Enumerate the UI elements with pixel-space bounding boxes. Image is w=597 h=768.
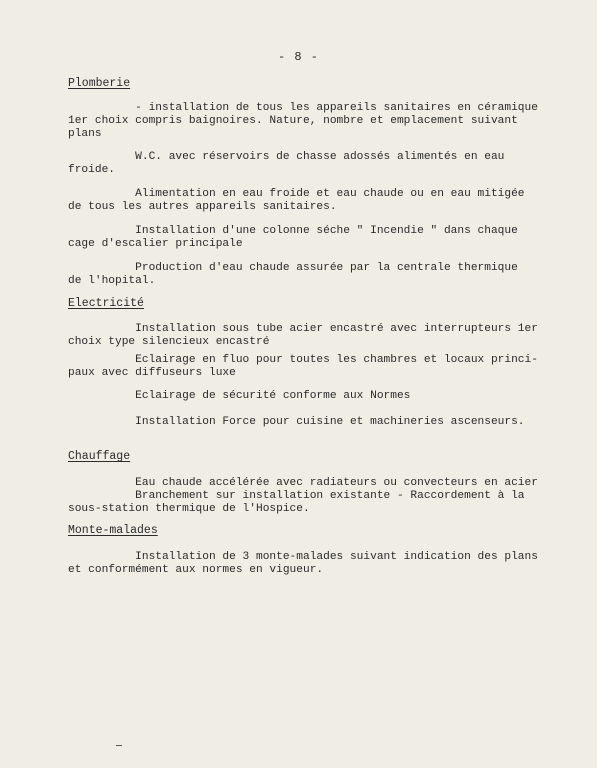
paper-mark	[116, 745, 122, 749]
section-heading-plomberie: Plomberie	[68, 77, 131, 90]
paragraph: Alimentation en eau froide et eau chaude ou en eau mitigée de tous les autres appareils sanitaires.	[68, 188, 525, 213]
section-heading-electricite: Electricité	[68, 297, 144, 310]
paragraph: Eclairage de sécurité conforme aux Normes	[68, 390, 411, 402]
paragraph: W.C. avec réservoirs de chasse adossés alimentés en eau froide.	[68, 151, 505, 176]
paragraph: Installation d'une colonne séche " Incendie " dans chaque cage d'escalier principale	[68, 225, 518, 250]
section-heading-monte-malades: Monte-malades	[68, 524, 158, 537]
paragraph: Eau chaude accélérée avec radiateurs ou convecteurs en acier Branchement sur installation existante - Raccordement à la sous-station thermique de l'Hospice.	[68, 477, 538, 515]
paragraph: Installation de 3 monte-malades suivant indication des plans et conformément aux normes en vigueur.	[68, 551, 538, 576]
paragraph: Production d'eau chaude assurée par la centrale thermique de l'hopital.	[68, 262, 518, 287]
paragraph: Eclairage en fluo pour toutes les chambres et locaux princi- paux avec diffuseurs luxe	[68, 354, 538, 379]
page-number: - 8 -	[277, 50, 319, 64]
section-heading-chauffage: Chauffage	[68, 450, 131, 463]
paragraph: Installation Force pour cuisine et machineries ascenseurs.	[68, 416, 525, 428]
paragraph: - installation de tous les appareils sanitaires en céramique 1er choix compris baignoires. Nature, nombre et emplacement suivant plans	[68, 102, 538, 140]
paragraph: Installation sous tube acier encastré avec interrupteurs 1er choix type silencieux encastré	[68, 323, 538, 348]
